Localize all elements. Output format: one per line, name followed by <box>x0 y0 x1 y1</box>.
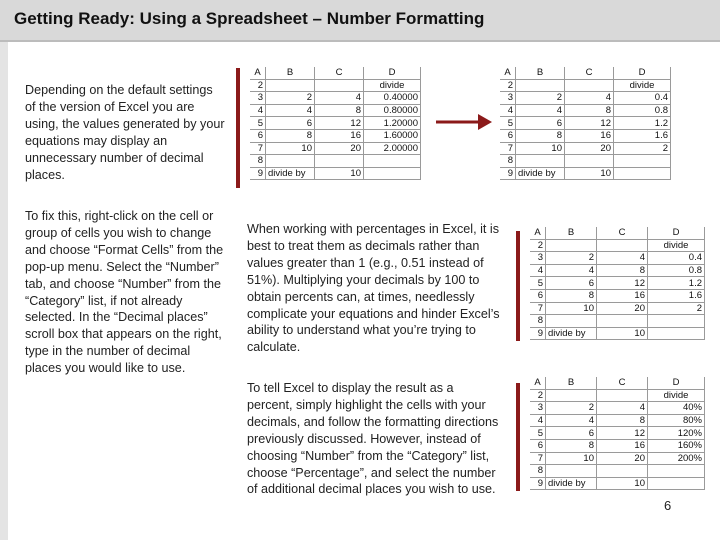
cell-value: 4 <box>546 264 597 277</box>
row-number: 9 <box>530 477 546 490</box>
cell-value: 2 <box>266 92 315 105</box>
cell-value: 4 <box>516 104 565 117</box>
cell-value: 10 <box>516 142 565 155</box>
table-row <box>250 142 421 155</box>
cell-value: 8 <box>266 129 315 142</box>
table-row <box>530 327 705 340</box>
cell-divide-by-label: divide by <box>546 477 597 490</box>
cell-value: 8 <box>546 439 597 452</box>
cell-result: 1.60000 <box>364 129 421 142</box>
section-marker-bar <box>516 383 520 491</box>
cell-value: 4 <box>597 402 648 415</box>
table-row <box>530 277 705 290</box>
row-number: 4 <box>500 104 516 117</box>
title-bar <box>0 0 720 42</box>
table-row <box>530 414 705 427</box>
row-number: 2 <box>530 389 546 402</box>
cell-result: 1.6 <box>614 129 671 142</box>
cell-empty <box>516 79 565 92</box>
row-number: 2 <box>500 79 516 92</box>
cell-empty <box>516 155 565 168</box>
cell-empty <box>565 155 614 168</box>
table-row <box>250 92 421 105</box>
row-number: 3 <box>250 92 266 105</box>
table-row <box>530 439 705 452</box>
cell-value: 8 <box>597 414 648 427</box>
table-row <box>250 104 421 117</box>
cell-value: 8 <box>597 264 648 277</box>
cell-value: 12 <box>597 427 648 440</box>
right-arrow-icon <box>434 110 494 134</box>
cell-value: 8 <box>516 129 565 142</box>
column-header-b: B <box>546 227 597 239</box>
table-row <box>530 252 705 265</box>
table-row <box>500 92 671 105</box>
row-number: 2 <box>250 79 266 92</box>
column-header-a: A <box>530 377 546 389</box>
column-header-c: C <box>315 67 364 79</box>
cell-divide-label: divide <box>648 389 705 402</box>
row-number: 8 <box>500 155 516 168</box>
cell-value: 10 <box>315 167 364 180</box>
column-header-b: B <box>546 377 597 389</box>
row-number: 9 <box>250 167 266 180</box>
row-number: 8 <box>530 465 546 478</box>
table-row <box>250 117 421 130</box>
row-number: 7 <box>250 142 266 155</box>
cell-empty <box>614 167 671 180</box>
column-header-c: C <box>597 377 648 389</box>
cell-value: 2 <box>546 252 597 265</box>
cell-empty <box>597 239 648 252</box>
table-row <box>250 79 421 92</box>
cell-value: 6 <box>516 117 565 130</box>
cell-result: 2 <box>614 142 671 155</box>
cell-result: 0.4 <box>648 252 705 265</box>
cell-value: 2 <box>516 92 565 105</box>
table-row <box>250 155 421 168</box>
row-number: 5 <box>250 117 266 130</box>
table-row <box>500 104 671 117</box>
table-row <box>500 167 671 180</box>
percent-format-paragraph: To tell Excel to display the result as a percent, simply highlight the cells with your decimals, and follow the formatting directions previously discussed. However, instead of choosing “Number” from the “Category” list, choose “Percentage”, and select the number of additional decimal places you wish to use. <box>247 381 499 497</box>
row-number: 5 <box>530 427 546 440</box>
row-number: 5 <box>500 117 516 130</box>
row-number: 4 <box>530 414 546 427</box>
row-number: 8 <box>530 315 546 328</box>
cell-result: 1.20000 <box>364 117 421 130</box>
cell-value: 8 <box>565 104 614 117</box>
cell-empty <box>266 79 315 92</box>
cell-result: 200% <box>648 452 705 465</box>
column-header-d: D <box>648 377 705 389</box>
cell-result: 0.40000 <box>364 92 421 105</box>
column-header-a: A <box>530 227 546 239</box>
left-margin-strip <box>0 42 8 540</box>
cell-divide-by-label: divide by <box>266 167 315 180</box>
table-row <box>530 302 705 315</box>
cell-empty <box>597 315 648 328</box>
cell-result: 1.2 <box>614 117 671 130</box>
cell-result: 120% <box>648 427 705 440</box>
cell-value: 20 <box>565 142 614 155</box>
cell-empty <box>597 389 648 402</box>
cell-value: 2 <box>546 402 597 415</box>
percentages-paragraph: When working with percentages in Excel, it is best to treat them as decimals rather than values greater than 1 (e.g., 0.51 instead of 51%). Multiplying your decimals by 100 to obtain percents can, at times, needlessly complicate your equations and hinder Excel’s ability to understand what you’re trying to calculate. <box>247 222 500 355</box>
table-row <box>500 155 671 168</box>
cell-value: 8 <box>546 289 597 302</box>
table-row <box>250 129 421 142</box>
cell-value: 16 <box>597 439 648 452</box>
cell-value: 10 <box>565 167 614 180</box>
row-number: 8 <box>250 155 266 168</box>
row-number: 9 <box>530 327 546 340</box>
cell-result: 0.8 <box>648 264 705 277</box>
row-number: 6 <box>500 129 516 142</box>
header-row <box>530 227 705 239</box>
cell-empty <box>546 239 597 252</box>
cell-value: 10 <box>597 477 648 490</box>
cell-result: 1.6 <box>648 289 705 302</box>
row-number: 7 <box>530 452 546 465</box>
intro-paragraph: Depending on the default settings of the version of Excel you are using, the values generated by your equations may display an unnecessary number of decimal places. <box>25 83 225 182</box>
cell-empty <box>266 155 315 168</box>
table-row <box>530 315 705 328</box>
cell-divide-label: divide <box>614 79 671 92</box>
column-header-c: C <box>597 227 648 239</box>
row-number: 5 <box>530 277 546 290</box>
cell-value: 4 <box>266 104 315 117</box>
cell-divide-label: divide <box>648 239 705 252</box>
cell-value: 10 <box>266 142 315 155</box>
cell-value: 6 <box>266 117 315 130</box>
column-header-d: D <box>648 227 705 239</box>
cell-result: 0.8 <box>614 104 671 117</box>
cell-empty <box>315 79 364 92</box>
cell-value: 16 <box>565 129 614 142</box>
table-row <box>500 79 671 92</box>
column-header-d: D <box>364 67 421 79</box>
cell-value: 12 <box>565 117 614 130</box>
cell-divide-label: divide <box>364 79 421 92</box>
cell-value: 6 <box>546 277 597 290</box>
row-number: 2 <box>530 239 546 252</box>
spreadsheet-percentages <box>530 377 705 490</box>
cell-empty <box>648 315 705 328</box>
row-number: 9 <box>500 167 516 180</box>
cell-result: 1.2 <box>648 277 705 290</box>
cell-value: 10 <box>546 452 597 465</box>
table-row <box>530 402 705 415</box>
column-header-b: B <box>516 67 565 79</box>
table-row <box>530 452 705 465</box>
row-number: 4 <box>250 104 266 117</box>
cell-empty <box>648 327 705 340</box>
cell-empty <box>546 389 597 402</box>
page-number: 6 <box>664 498 672 513</box>
column-header-b: B <box>266 67 315 79</box>
cell-value: 6 <box>546 427 597 440</box>
table-row <box>500 129 671 142</box>
slide-title: Getting Ready: Using a Spreadsheet – Number Formatting <box>14 9 485 28</box>
table-row <box>530 477 705 490</box>
cell-value: 4 <box>565 92 614 105</box>
cell-empty <box>597 465 648 478</box>
section-marker-bar <box>236 68 240 188</box>
cell-result: 80% <box>648 414 705 427</box>
row-number: 3 <box>500 92 516 105</box>
table-row <box>530 289 705 302</box>
cell-value: 10 <box>546 302 597 315</box>
row-number: 6 <box>250 129 266 142</box>
row-number: 6 <box>530 439 546 452</box>
cell-result: 0.80000 <box>364 104 421 117</box>
column-header-c: C <box>565 67 614 79</box>
table-row <box>530 389 705 402</box>
cell-empty <box>565 79 614 92</box>
format-cells-instructions: To fix this, right-click on the cell or group of cells you wish to change and choose “Format Cells” from the pop-up menu. Select the “Number” tab, and choose “Number” from the “Category” list, if not already selected. In the “Decimal places” scroll box that appears on the right, type in the number of decimal places you would like to use. <box>25 209 224 376</box>
cell-value: 12 <box>315 117 364 130</box>
cell-divide-by-label: divide by <box>546 327 597 340</box>
cell-value: 4 <box>315 92 364 105</box>
row-number: 6 <box>530 289 546 302</box>
cell-empty <box>364 155 421 168</box>
cell-result: 2 <box>648 302 705 315</box>
cell-empty <box>546 315 597 328</box>
table-row <box>530 239 705 252</box>
cell-value: 4 <box>597 252 648 265</box>
cell-result: 2.00000 <box>364 142 421 155</box>
column-header-a: A <box>500 67 516 79</box>
cell-value: 8 <box>315 104 364 117</box>
table-row <box>500 117 671 130</box>
row-number: 7 <box>530 302 546 315</box>
cell-result: 160% <box>648 439 705 452</box>
cell-divide-by-label: divide by <box>516 167 565 180</box>
cell-value: 12 <box>597 277 648 290</box>
cell-empty <box>315 155 364 168</box>
cell-value: 10 <box>597 327 648 340</box>
row-number: 4 <box>530 264 546 277</box>
column-header-a: A <box>250 67 266 79</box>
cell-result: 40% <box>648 402 705 415</box>
column-header-d: D <box>614 67 671 79</box>
table-row <box>530 264 705 277</box>
row-number: 3 <box>530 252 546 265</box>
cell-value: 20 <box>315 142 364 155</box>
cell-empty <box>614 155 671 168</box>
spreadsheet-one-decimal <box>500 67 671 180</box>
header-row <box>500 67 671 79</box>
cell-value: 16 <box>315 129 364 142</box>
section-marker-bar <box>516 231 520 341</box>
header-row <box>250 67 421 79</box>
cell-value: 16 <box>597 289 648 302</box>
cell-value: 20 <box>597 452 648 465</box>
table-row <box>530 427 705 440</box>
header-row <box>530 377 705 389</box>
spreadsheet-decimals <box>530 227 705 340</box>
cell-empty <box>648 465 705 478</box>
row-number: 3 <box>530 402 546 415</box>
table-row <box>250 167 421 180</box>
spreadsheet-unformatted <box>250 67 421 180</box>
cell-value: 4 <box>546 414 597 427</box>
cell-empty <box>546 465 597 478</box>
cell-empty <box>648 477 705 490</box>
row-number: 7 <box>500 142 516 155</box>
cell-empty <box>364 167 421 180</box>
table-row <box>500 142 671 155</box>
table-row <box>530 465 705 478</box>
cell-value: 20 <box>597 302 648 315</box>
cell-result: 0.4 <box>614 92 671 105</box>
